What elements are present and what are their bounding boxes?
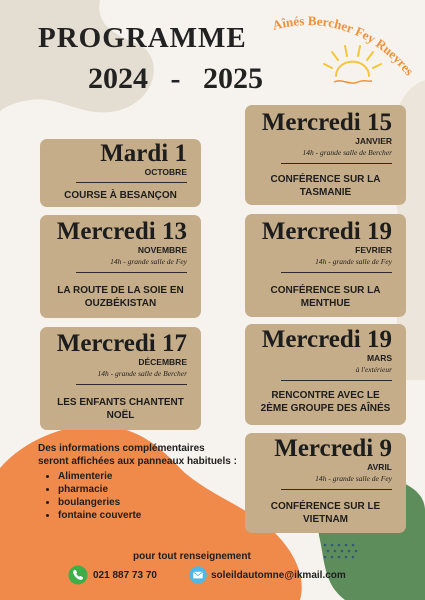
event-location: 14h - grande salle de Fey [110, 257, 187, 266]
event-month: MARS [366, 353, 392, 363]
list-item: • boulangeries [58, 496, 238, 509]
event-day: Mercredi 19 [261, 218, 392, 245]
event-location: 14h - grande salle de Bercher [97, 369, 187, 378]
event-location: à l'extérieur [355, 365, 392, 374]
event-card-april [245, 433, 406, 533]
event-card-february [245, 214, 406, 317]
divider [281, 380, 392, 381]
list-item: • fontaine couverte [58, 509, 238, 522]
club-logo [262, 12, 422, 97]
event-day: Mercredi 9 [274, 435, 392, 462]
event-month: OCTOBRE [144, 167, 187, 177]
event-month: AVRIL [367, 462, 392, 472]
event-day: Mercredi 15 [261, 109, 392, 136]
list-item: • pharmacie [58, 483, 238, 496]
season-years: 2024 - 2025 [88, 62, 263, 95]
event-title: RENCONTRE AVEC LE 2ÈME GROUPE DES AÎNÉS [260, 390, 391, 414]
divider [281, 489, 392, 490]
event-location: 14h - grande salle de Fey [315, 257, 392, 266]
phone-number[interactable]: 021 887 73 70 [93, 570, 157, 581]
event-title: COURSE À BESANÇON [64, 190, 177, 201]
event-card-december [40, 327, 201, 430]
page-title: PROGRAMME [38, 22, 247, 54]
info-text: Des informations complémentaires seront affichées aux panneaux habituels : [38, 443, 237, 467]
event-title: LA ROUTE DE LA SOIE EN OUZBÉKISTAN [57, 285, 184, 309]
event-day: Mercredi 17 [56, 330, 187, 357]
places-list [38, 470, 238, 522]
event-title: CONFÉRENCE SUR LE VIETNAM [270, 501, 381, 525]
event-day: Mercredi 13 [56, 218, 187, 245]
svg-text:Aînés Bercher Fey Rueyres [271, 13, 417, 78]
event-day: Mercredi 19 [261, 326, 392, 353]
sun-icon [324, 46, 381, 76]
event-title: LES ENFANTS CHANTENT NOËL [57, 397, 184, 421]
divider [281, 272, 392, 273]
event-card-october [40, 139, 201, 207]
divider [281, 163, 392, 164]
logo-text: Aînés Bercher Fey Rueyres [270, 13, 418, 79]
divider [76, 272, 187, 273]
event-day: Mardi 1 [100, 140, 187, 167]
event-card-march [245, 324, 406, 425]
event-title: CONFÉRENCE SUR LA MENTHUE [270, 285, 381, 309]
event-title: CONFÉRENCE SUR LA TASMANIE [270, 174, 381, 198]
event-card-november [40, 215, 201, 318]
divider [76, 384, 187, 385]
event-location: 14h - grande salle de Fey [315, 474, 392, 483]
event-month: JANVIER [355, 136, 392, 146]
contact-title: pour tout renseignement [133, 551, 251, 562]
mail-icon [189, 566, 207, 584]
event-month: NOVEMBRE [137, 245, 187, 255]
divider [76, 182, 187, 183]
phone-icon [68, 565, 88, 585]
email-address[interactable]: soleildautomne@ikmail.com [211, 570, 346, 581]
event-card-january [245, 105, 406, 205]
info-block [38, 442, 238, 522]
event-month: DÉCEMBRE [138, 357, 187, 367]
wave-icon [334, 81, 372, 84]
list-item: • Alimenterie [58, 470, 238, 483]
event-month: FEVRIER [355, 245, 392, 255]
event-location: 14h - grande salle de Bercher [302, 148, 392, 157]
